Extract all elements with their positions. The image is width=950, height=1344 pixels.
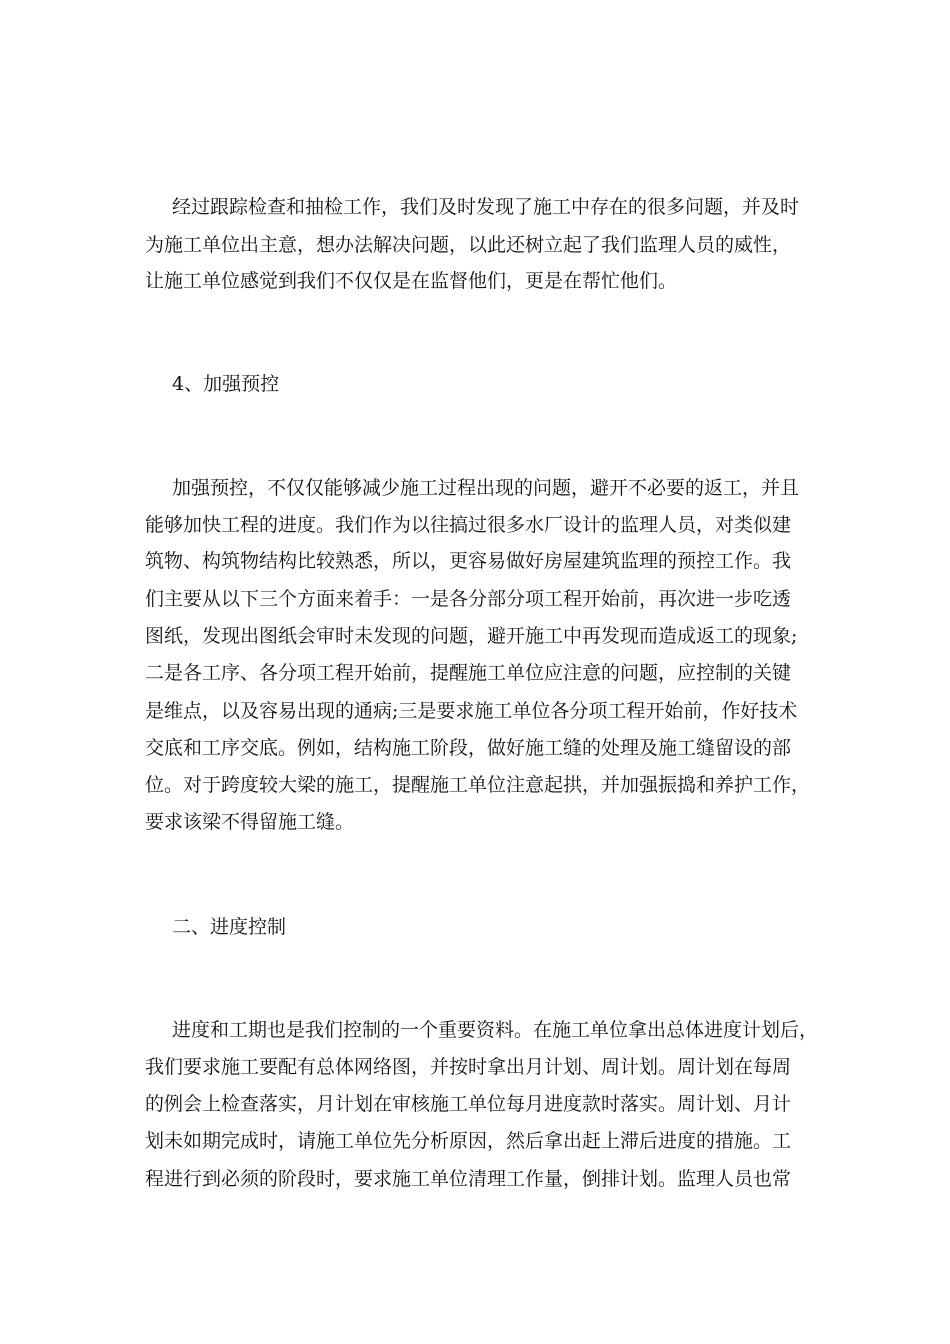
paragraph-line: 的例会上检查落实，月计划在审核施工单位每月进度款时落实。周计划、月计 — [145, 1093, 792, 1115]
paragraph-line: 们主要从以下三个方面来着手：一是各分部分项工程开始前，再次进一步吃透 — [145, 588, 792, 610]
paragraph-line: 程进行到必须的阶段时，要求施工单位清理工作量，倒排计划。监理人员也常 — [145, 1168, 792, 1190]
paragraph-line: 让施工单位感觉到我们不仅仅是在监督他们，更是在帮忙他们。 — [145, 270, 678, 292]
paragraph-line: 划未如期完成时，请施工单位先分析原因，然后拿出赶上滞后进度的措施。工 — [145, 1130, 792, 1152]
paragraph-line: 位。对于跨度较大梁的施工，提醒施工单位注意起拱，并加强振捣和养护工作， — [145, 774, 811, 796]
paragraph-line: 加强预控，不仅仅能够减少施工过程出现的问题，避开不必要的返工，并且 — [172, 477, 800, 499]
paragraph-line: 为施工单位出主意，想办法解决问题，以此还树立起了我们监理人员的威性， — [145, 234, 792, 256]
paragraph-line: 我们要求施工要配有总体网络图，并按时拿出月计划、周计划。周计划在每周 — [145, 1056, 792, 1078]
section-heading: 4、加强预控 — [172, 373, 280, 395]
paragraph-line: 进度和工期也是我们控制的一个重要资料。在施工单位拿出总体进度计划后， — [172, 1019, 819, 1041]
paragraph-line: 交底和工序交底。例如，结构施工阶段，做好施工缝的处理及施工缝留设的部 — [145, 737, 792, 759]
section-heading: 二、进度控制 — [172, 916, 287, 938]
paragraph-line: 筑物、构筑物结构比较熟悉，所以，更容易做好房屋建筑监理的预控工作。我 — [145, 550, 792, 572]
paragraph-line: 要求该梁不得留施工缝。 — [145, 811, 355, 833]
paragraph-line: 是维点，以及容易出现的通病;三是要求施工单位各分项工程开始前，作好技术 — [145, 700, 798, 722]
paragraph-line: 二是各工序、各分项工程开始前，提醒施工单位应注意的问题，应控制的关键 — [145, 662, 792, 684]
paragraph-line: 能够加快工程的进度。我们作为以往搞过很多水厂设计的监理人员，对类似建 — [145, 514, 792, 536]
paragraph-line: 经过跟踪检查和抽检工作，我们及时发现了施工中存在的很多问题，并及时 — [172, 196, 800, 218]
paragraph-line: 图纸，发现出图纸会审时未发现的问题，避开施工中再发现而造成返工的现象; — [145, 625, 798, 647]
